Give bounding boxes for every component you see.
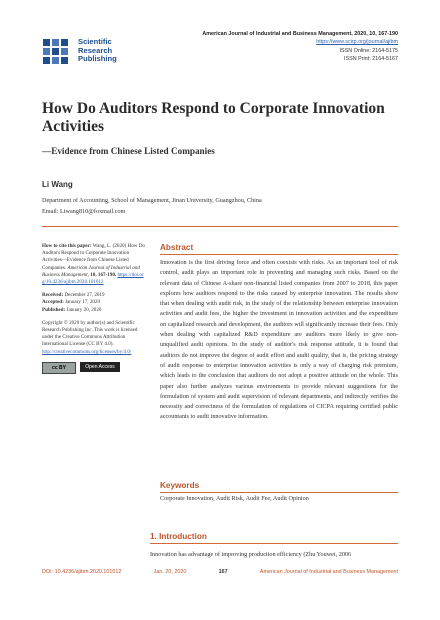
introduction-body: Innovation has advantage of improving production efficiency (Zhu Youwei, 2006 bbox=[150, 551, 352, 558]
keywords-list: Corporate Innovation, Audit Risk, Audit Fee, Audit Opinion bbox=[160, 495, 309, 502]
article-sidebar bbox=[42, 243, 146, 374]
keywords-heading: Keywords bbox=[160, 481, 200, 490]
introduction-heading: 1. Introduction bbox=[150, 532, 207, 541]
footer-date: Jan. 20, 2020 bbox=[153, 569, 187, 575]
author-name: Li Wang bbox=[42, 180, 73, 189]
accepted-label: Accepted: bbox=[42, 299, 64, 306]
citation-journal: American Journal of Industrial and Business Management, bbox=[42, 264, 140, 278]
how-to-cite-label: How to cite this paper: bbox=[42, 243, 92, 249]
open-access-badge[interactable]: Open Access bbox=[80, 362, 120, 372]
journal-info bbox=[202, 30, 398, 64]
paper-subtitle: —Evidence from Chinese Listed Companies bbox=[42, 146, 215, 156]
publisher-line1: Scientific bbox=[78, 37, 112, 46]
copyright-block bbox=[42, 320, 146, 356]
abstract-divider bbox=[160, 254, 398, 255]
publisher-name bbox=[78, 38, 117, 64]
published-date: January 20, 2020 bbox=[66, 306, 102, 313]
copyright-text: Copyright © 2020 by author(s) and Scientific Research Publishing Inc. This work is licensed under the Creative Commons Attribution International License (CC BY 4.0). bbox=[42, 319, 138, 348]
header-divider bbox=[42, 226, 398, 227]
issn-print: ISSN Print: 2164-5167 bbox=[344, 56, 398, 63]
received-label: Received: bbox=[42, 292, 64, 299]
publisher-line2: Research bbox=[78, 45, 113, 55]
doi-link[interactable]: https://doi.org/10.4236/ajibm.2020.101012 bbox=[42, 271, 144, 286]
license-link[interactable]: http://creativecommons.org/licenses/by/4.0/ bbox=[42, 348, 132, 355]
issn-online: ISSN Online: 2164-5175 bbox=[339, 47, 398, 54]
how-to-cite-text: Wang, L. (2020) How Do Auditors Respond to Corporate Innovation Activities—Evidence from Chinese Listed Companies. bbox=[42, 243, 145, 271]
accepted-date: January 17, 2020 bbox=[65, 299, 101, 306]
page-footer bbox=[42, 569, 398, 575]
author-email: Email: Liwang810@foxmail.com bbox=[42, 208, 126, 215]
page-number: 167 bbox=[218, 569, 228, 575]
received-date: December 27, 2019 bbox=[64, 292, 105, 299]
journal-citation: American Journal of Industrial and Business Management, 2020, 10, 167-190 bbox=[202, 31, 398, 37]
publisher-line3: Publishing bbox=[78, 54, 117, 64]
keywords-divider bbox=[160, 492, 398, 493]
published-label: Published: bbox=[42, 306, 66, 313]
citation-volume: 10, 167-190. bbox=[90, 271, 117, 278]
license-badges bbox=[42, 362, 146, 374]
how-to-cite bbox=[42, 243, 146, 286]
dates bbox=[42, 292, 146, 314]
footer-doi[interactable]: DOI: 10.4236/ajibm.2020.101012 bbox=[42, 569, 122, 575]
journal-url-link[interactable]: https://www.scirp.org/journal/ajibm bbox=[316, 39, 398, 46]
footer-journal: American Journal of Industrial and Business Management bbox=[259, 569, 398, 575]
paper-title: How Do Auditors Respond to Corporate Innovation Activities bbox=[42, 100, 385, 135]
publisher-logo-icon bbox=[42, 38, 70, 66]
abstract-heading: Abstract bbox=[160, 243, 194, 252]
introduction-divider bbox=[150, 543, 398, 544]
cc-by-badge[interactable]: cc BY bbox=[42, 362, 76, 374]
author-affiliation: Department of Accounting, School of Management, Jinan University, Guangzhou, China bbox=[42, 197, 262, 204]
abstract-body: Innovation is the first driving force and often coexists with risks. As an important tool of risk control, audit plays an important role in preventing and managing such risks. Based on the relevant data of Chinese A-share non-financial listed companies from 2007 to 2018, this paper explores how auditors respond to the risks caused by enterprise innovation. The results show that when dealing with audit risk, in the study of the relationship between enterprise innovation activities and audit fees, the higher the investment in innovation activities and the expenditure on capitalized research and development, the auditors will significantly increase their fees. Only when dealing with capitalized R&D expenditure are auditors more likely to give non-unqualified audit opinions. In the study of auditor's risk response attitude, it is found that auditors do not improve the degree of audit effort and audit quality, that is, the pricing strategy of audit response to enterprise innovation activities is only a way of charging risk premium, which leads to the conclusion that auditors do not adopt a positive attitude on the whole. This paper also further analyzes various environments to provide relevant suggestions for the formulation of system and audit supervision of relevant departments, and indirectly verifies the necessity and correctness of the formulation of regulations of CICPA requiring certified public accountants to audit innovative information. bbox=[160, 260, 398, 421]
